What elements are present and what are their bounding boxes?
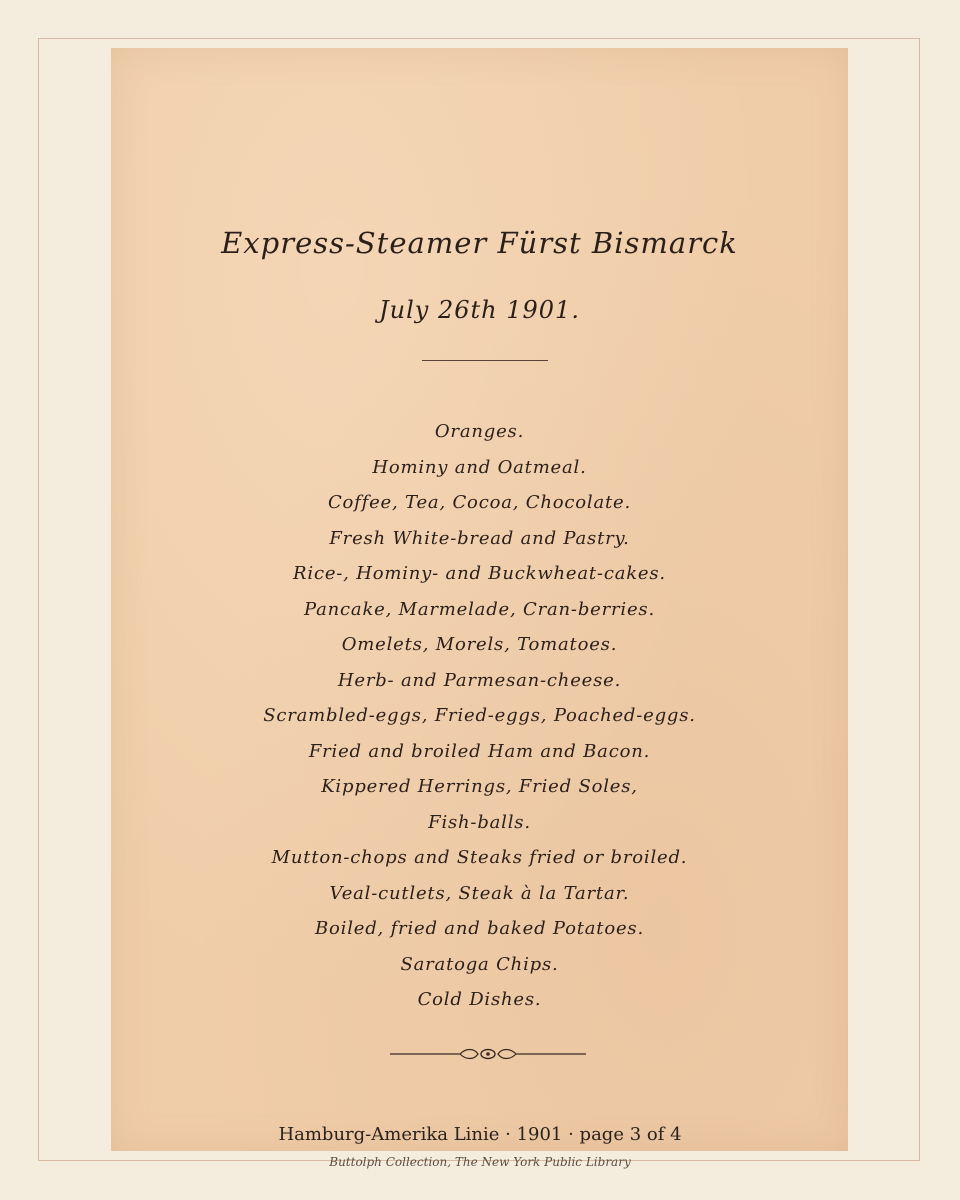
menu-item: Scrambled-eggs, Fried-eggs, Poached-eggs. <box>263 705 696 726</box>
menu-item: Pancake, Marmelade, Cran-berries. <box>304 598 655 620</box>
menu-item: Cold Dishes. <box>417 989 542 1010</box>
menu-item: Mutton-chops and Steaks fried or broiled. <box>271 847 688 868</box>
menu-item-list <box>111 414 848 1018</box>
menu-date: July 26th 1901. <box>379 296 580 324</box>
menu-item: Fresh White-bread and Pastry. <box>329 527 630 549</box>
menu-item: Coffee, Tea, Cocoa, Chocolate. <box>327 492 632 513</box>
menu-item: Fish-balls. <box>428 811 531 833</box>
menu-item: Fried and broiled Ham and Bacon. <box>308 740 651 762</box>
menu-item: Omelets, Morels, Tomatoes. <box>341 634 618 655</box>
menu-item: Rice-, Hominy- and Buckwheat-cakes. <box>293 563 666 584</box>
menu-item: Saratoga Chips. <box>400 953 559 975</box>
collection-credit: Buttolph Collection, The New York Public Library <box>329 1155 631 1169</box>
menu-item: Oranges. <box>434 421 525 442</box>
menu-item: Kippered Herrings, Fried Soles, <box>321 776 638 797</box>
ornament-divider-icon <box>390 1044 586 1064</box>
page-caption: Hamburg-Amerika Linie · 1901 · page 3 of 4 <box>278 1124 682 1145</box>
menu-item: Hominy and Oatmeal. <box>372 456 587 478</box>
menu-item: Herb- and Parmesan-cheese. <box>337 669 622 691</box>
menu-title: Express-Steamer Fürst Bismarck <box>221 226 738 260</box>
menu-card <box>111 48 848 1151</box>
title-divider <box>422 360 548 361</box>
menu-item: Veal-cutlets, Steak à la Tartar. <box>329 882 630 904</box>
menu-item: Boiled, fried and baked Potatoes. <box>314 918 644 939</box>
